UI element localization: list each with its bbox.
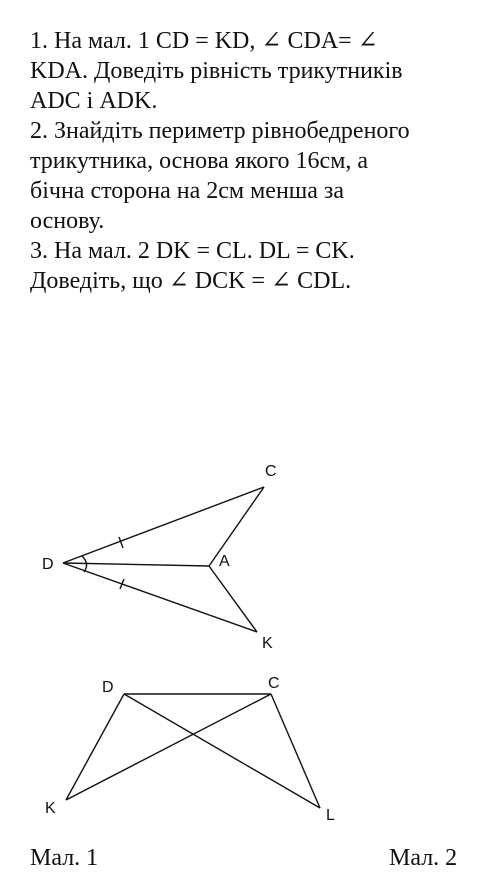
point-label-a-fig1: A (219, 553, 230, 570)
task-line-4: 2. Знайдіть периметр рівнобедреного (30, 118, 410, 144)
task-line-5: трикутника, основа якого 16см, а (30, 148, 369, 174)
caption-figure-2: Мал. 2 (389, 845, 458, 871)
task-line-8: 3. На мал. 2 DK = CL. DL = CK. (30, 238, 355, 264)
task-line-1: 1. На мал. 1 CD = KD, ∠ CDA= ∠ (30, 28, 378, 54)
point-label-c-fig1: C (265, 463, 277, 480)
task-line-7: основу. (30, 208, 105, 234)
point-label-k-fig1: K (262, 635, 273, 652)
task-line-3: ADC і ADK. (30, 88, 158, 114)
caption-figure-1: Мал. 1 (30, 845, 99, 871)
segment-cl (271, 694, 320, 808)
point-label-k-fig2: K (45, 800, 56, 817)
task-line-2: KDA. Доведіть рівність трикутників (30, 58, 403, 84)
task-line-6: бічна сторона на 2см менша за (30, 178, 345, 204)
point-label-d-fig2: D (102, 679, 114, 696)
segment-dl-diagonal (124, 694, 320, 808)
point-label-c-fig2: C (268, 675, 280, 692)
segment-ck-diagonal (66, 694, 271, 800)
point-label-d-fig1: D (42, 556, 54, 573)
segment-dk (66, 694, 124, 800)
point-label-l-fig2: L (326, 807, 335, 824)
task-line-9: Доведіть, що ∠ DCK = ∠ CDL. (30, 268, 352, 294)
